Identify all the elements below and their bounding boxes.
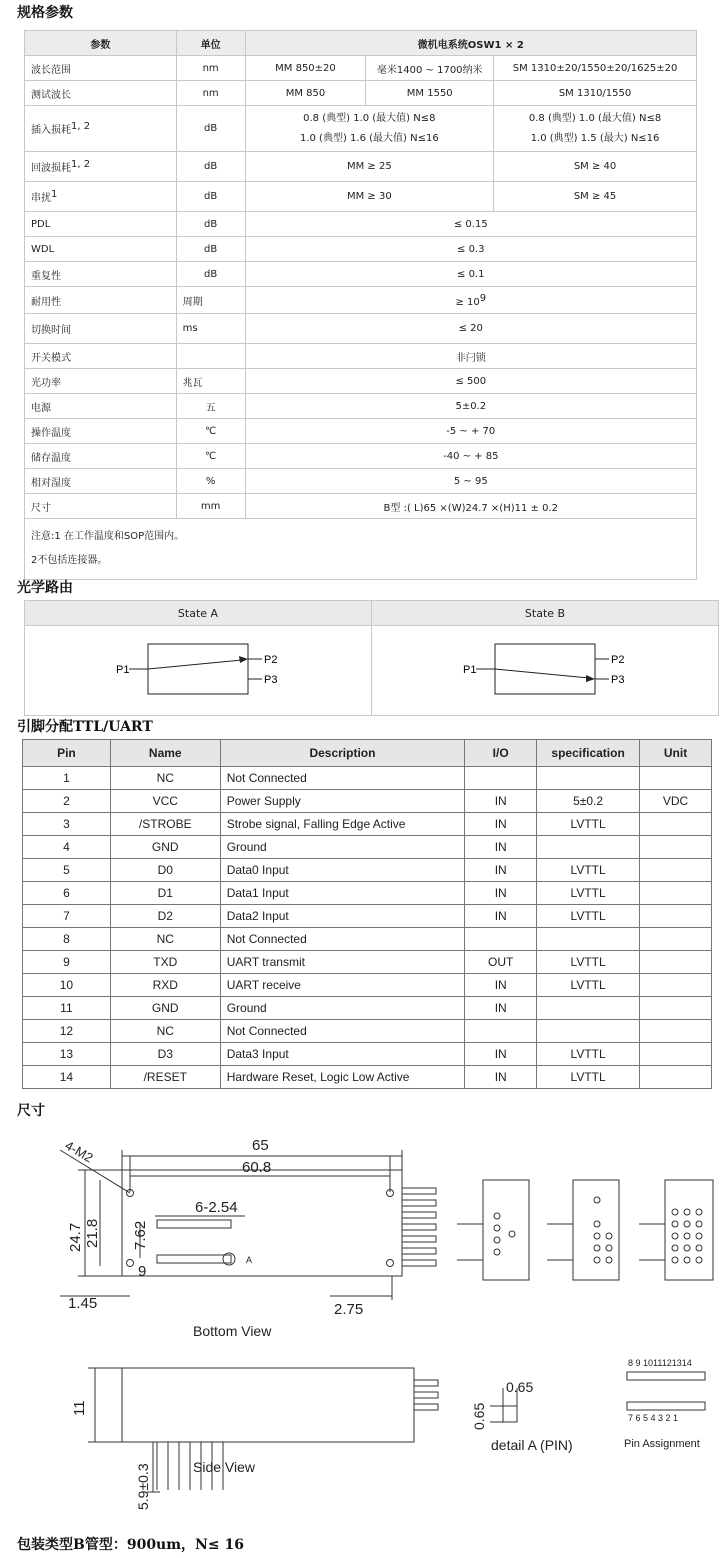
table-row [23,836,712,859]
spec-name: 耐用性 [25,287,177,314]
spec-unit: ℃ [176,419,245,444]
spec-unit: dB [176,106,245,152]
pin-cell: 4 [23,836,111,859]
spec-value-text: ≥ 10 [455,296,480,308]
spec-value: B型 :( L)65 ×(W)24.7 ×(H)11 ± 0.2 [245,494,696,519]
pin-cell [465,928,537,951]
pin-cell: Ground [220,836,465,859]
dim-60-8: 60.8 [242,1159,272,1176]
spec-name [25,152,177,182]
spec-name: 光功率 [25,369,177,394]
detail-a-caption: detail A (PIN) [491,1437,573,1453]
pin-cell [640,859,712,882]
p2-label: P2 [264,654,278,666]
spec-name: 操作温度 [25,419,177,444]
spec-value: ≤ 0.3 [245,237,696,262]
detail-pin-square [503,1406,517,1422]
pin-cell: GND [110,997,220,1020]
state-a-header: State A [25,601,372,626]
spec-unit: 五 [176,394,245,419]
pin-numbers-top: 8 9 1011121314 [628,1358,692,1368]
p2-label: P2 [611,654,625,666]
spec-value: 毫米1400 ~ 1700纳米 [366,56,494,81]
table-row [23,813,712,836]
pin-cell: 1 [23,767,111,790]
dim-9: 9 [138,1263,147,1280]
pin-cell: IN [465,859,537,882]
table-row [23,951,712,974]
spec-value: 5 ~ 95 [245,469,696,494]
pin-cell: Strobe signal, Falling Edge Active [220,813,465,836]
spec-row-mode [25,344,697,369]
pin-cell: 2 [23,790,111,813]
spec-value: MM 850 [245,81,366,106]
route-line [148,660,242,669]
section-title-pinout: 引脚分配TTL/UART [17,719,153,735]
pin-cell: 11 [23,997,111,1020]
pin-cell: NC [110,928,220,951]
pin-table [22,739,712,1089]
table-row [23,1020,712,1043]
pin-cell: 5±0.2 [537,790,640,813]
state-b-diagram [372,626,719,716]
pin-header-cell: I/O [465,740,537,767]
pin-assign-top [627,1372,705,1380]
pin-cell: VCC [110,790,220,813]
spec-value: -40 ~ + 85 [245,444,696,469]
fiber-view-2 [573,1180,619,1280]
table-row [23,928,712,951]
side-view-label: Side View [193,1459,256,1475]
pin-cell: UART receive [220,974,465,997]
module-body-side [122,1368,414,1442]
spec-header-param: 参数 [25,31,177,56]
pin-header-cell: Unit [640,740,712,767]
fiber-view-3 [665,1180,713,1280]
spec-value: -5 ~ + 70 [245,419,696,444]
spec-value: MM 1550 [366,81,494,106]
pin-cell: D1 [110,882,220,905]
state-a-diagram [25,626,372,716]
spec-unit: dB [176,262,245,287]
pin-cell: IN [465,882,537,905]
dim-0-65-v: 0.65 [471,1402,487,1430]
spec-name: 相对湿度 [25,469,177,494]
pin-cell: LVTTL [537,859,640,882]
fiber-stubs [402,1188,436,1266]
table-row [23,790,712,813]
spec-value: SM ≥ 40 [494,152,697,182]
spec-value: ≤ 0.15 [245,212,696,237]
spec-unit: dB [176,152,245,182]
spec-unit: 周期 [176,287,245,314]
spec-value: 5±0.2 [245,394,696,419]
spec-name: PDL [25,212,177,237]
pin-assignment-label: Pin Assignment [624,1438,700,1450]
spec-notes-cell [25,519,697,580]
pin-cell: Not Connected [220,1020,465,1043]
spec-unit: mm [176,494,245,519]
pin-cell [640,767,712,790]
spec-value: ≤ 20 [245,314,696,344]
spec-row-opw [25,369,697,394]
pin-cell: Not Connected [220,767,465,790]
pin-cell: 14 [23,1066,111,1089]
spec-name [25,182,177,212]
pin-numbers-bottom: 7 6 5 4 3 2 1 [628,1413,679,1423]
bottom-view-label: Bottom View [193,1323,272,1339]
p1-label: P1 [463,664,477,676]
p3-label: P3 [264,674,278,686]
pin-cell: 12 [23,1020,111,1043]
pin-cell: IN [465,1043,537,1066]
pin-cell: LVTTL [537,1043,640,1066]
pin-cell: LVTTL [537,951,640,974]
note-1: 注意:1 在工作温度和SOP范围内。 [31,531,185,542]
spec-name: 开关模式 [25,344,177,369]
pin-cell: 13 [23,1043,111,1066]
section-title-dims: 尺寸 [17,1103,45,1119]
pin-header [23,740,712,767]
pin-cell [640,928,712,951]
package-type-text: 包装类型B管型：900um，N≤ 16 [17,1537,244,1553]
pin-cell: /STROBE [110,813,220,836]
spec-unit: nm [176,81,245,106]
table-row [23,1066,712,1089]
dim-24-7: 24.7 [67,1222,84,1252]
spec-value [494,106,697,152]
spec-row-rh [25,469,697,494]
spec-value-line: 1.0 (典型) 1.5 (最大) N≤16 [530,132,660,144]
pin-cell [537,997,640,1020]
route-line [495,669,589,678]
pin-cell: 9 [23,951,111,974]
spec-unit: dB [176,237,245,262]
table-row [23,905,712,928]
pin-cell [465,1020,537,1043]
switch-box [495,644,595,694]
pin-cell: LVTTL [537,1066,640,1089]
pin-header-cell: specification [537,740,640,767]
spec-header-model: 微机电系统OSW1 × 2 [245,31,696,56]
section-title-spec: 规格参数 [17,5,73,21]
pin-cell: IN [465,813,537,836]
pin-cell: GND [110,836,220,859]
spec-name: 尺寸 [25,494,177,519]
spec-name: 电源 [25,394,177,419]
spec-value: MM ≥ 25 [245,152,494,182]
spec-unit: % [176,469,245,494]
pin-cell: IN [465,905,537,928]
pin-header-cell: Name [110,740,220,767]
pin-cell: LVTTL [537,813,640,836]
pin-cell: IN [465,997,537,1020]
spec-row-xt [25,182,697,212]
p3-label: P3 [611,674,625,686]
spec-row-wavelength [25,56,697,81]
pin-cell [537,767,640,790]
spec-header [25,31,697,56]
section-title-routing: 光学路由 [17,580,73,596]
spec-row-testwl [25,81,697,106]
arrow-head [586,675,595,682]
spec-row-dur [25,287,697,314]
spec-unit: nm [176,56,245,81]
dimension-drawing [0,1120,726,1520]
state-b-header: State B [372,601,719,626]
spec-value-line: 1.0 (典型) 1.6 (最大值) N≤16 [299,132,439,144]
pin-cell: IN [465,836,537,859]
spec-value: SM 1310±20/1550±20/1625±20 [494,56,697,81]
spec-name: 切换时间 [25,314,177,344]
fiber-view-1 [483,1180,529,1280]
dim-5-9: 5.9±0.3 [135,1463,151,1510]
pin-cell: RXD [110,974,220,997]
spec-row-stt [25,444,697,469]
pin-cell [640,997,712,1020]
pin-cell: LVTTL [537,974,640,997]
detail-a-label: A [246,1255,253,1265]
pin-cell [640,813,712,836]
pin-cell [640,974,712,997]
pin-assign-bottom [627,1402,705,1410]
spec-unit: ℃ [176,444,245,469]
pin-cell [640,905,712,928]
spec-name: WDL [25,237,177,262]
spec-value [245,106,494,152]
pin-cell: Hardware Reset, Logic Low Active [220,1066,465,1089]
table-row [23,767,712,790]
dim-65: 65 [252,1137,269,1154]
spec-value: 非闩锁 [245,344,696,369]
spec-row-rl [25,152,697,182]
spec-name: 波长范围 [25,56,177,81]
pin-cell: TXD [110,951,220,974]
spec-value [245,287,696,314]
pin-cell [465,767,537,790]
pin-cell [640,951,712,974]
table-row [23,974,712,997]
module-body-bottom [122,1170,402,1276]
pin-cell [640,836,712,859]
pin-cell: Data2 Input [220,905,465,928]
table-row [23,1043,712,1066]
state-a-svg [26,627,370,711]
pin-header-bottom [157,1255,231,1263]
spec-value: SM ≥ 45 [494,182,697,212]
pin-cell: Ground [220,997,465,1020]
spec-unit: 兆瓦 [176,369,245,394]
pin-header-top [157,1220,231,1228]
pin-cell: 5 [23,859,111,882]
pin-cell: /RESET [110,1066,220,1089]
pin-cell: Power Supply [220,790,465,813]
spec-name-text: 串扰 [31,193,51,204]
pin-cell: 10 [23,974,111,997]
pin-cell [537,928,640,951]
pin-cell: NC [110,767,220,790]
pin-cell [537,836,640,859]
spec-unit [176,344,245,369]
dim-6-2-54: 6-2.54 [195,1199,238,1216]
note-2: 2不包括连接器。 [31,555,108,566]
pin-cell: IN [465,1066,537,1089]
dim-4-m2: 4-M2 [62,1137,96,1166]
spec-value: SM 1310/1550 [494,81,697,106]
dim-1-45: 1.45 [68,1295,98,1312]
superscript: 1, 2 [71,159,91,170]
pin-cell: D0 [110,859,220,882]
table-row [23,997,712,1020]
pin-cell: 8 [23,928,111,951]
pin-cell: D3 [110,1043,220,1066]
pin-cell: VDC [640,790,712,813]
dim-11: 11 [71,1400,88,1416]
dim-7-62: 7.62 [132,1220,149,1250]
pin-cell: Data1 Input [220,882,465,905]
pin-table-body [23,767,712,1089]
table-row [23,882,712,905]
pin-cell: Not Connected [220,928,465,951]
spec-row-sw [25,314,697,344]
pin-cell: 7 [23,905,111,928]
mount-hole [127,1260,134,1267]
p1-label: P1 [116,664,130,676]
spec-row-opt [25,419,697,444]
spec-header-unit: 单位 [176,31,245,56]
spec-unit: ms [176,314,245,344]
spec-name: 重复性 [25,262,177,287]
pin-cell: LVTTL [537,905,640,928]
spec-value: MM 850±20 [245,56,366,81]
spec-name: 储存温度 [25,444,177,469]
state-b-svg [373,627,717,711]
spec-value: ≤ 500 [245,369,696,394]
spec-name-text: 回波损耗 [31,163,71,174]
pin-cell: IN [465,790,537,813]
pin-cell: 6 [23,882,111,905]
spec-name [25,106,177,152]
spec-name-text: 插入损耗 [31,125,71,136]
pin-header-cell: Description [220,740,465,767]
pin-cell: NC [110,1020,220,1043]
pin-cell: OUT [465,951,537,974]
table-row [23,859,712,882]
pin-cell [640,1043,712,1066]
dim-2-75: 2.75 [334,1301,364,1318]
spec-unit: dB [176,212,245,237]
switch-box [148,644,248,694]
spec-notes [25,519,697,580]
pin-cell: Data3 Input [220,1043,465,1066]
spec-name: 测试波长 [25,81,177,106]
spec-unit: dB [176,182,245,212]
pin-cell [537,1020,640,1043]
routing-table [24,600,719,716]
dim-21-8: 21.8 [84,1218,101,1248]
spec-value-line: 0.8 (典型) 1.0 (最大值) N≤8 [303,112,436,124]
pin-cell [640,882,712,905]
pin-cell: D2 [110,905,220,928]
spec-row-wdl [25,237,697,262]
superscript: 1, 2 [71,121,91,132]
spec-row-pdl [25,212,697,237]
spec-value-line: 0.8 (典型) 1.0 (最大值) N≤8 [528,112,662,124]
mount-hole [387,1260,394,1267]
pin-cell: LVTTL [537,882,640,905]
arrow-head [239,656,248,663]
pin-cell: IN [465,974,537,997]
spec-row-il [25,106,697,152]
dim-0-65-h: 0.65 [506,1379,534,1395]
superscript: 1 [51,189,58,200]
pin-cell: Data0 Input [220,859,465,882]
pin-cell [640,1066,712,1089]
superscript: 9 [479,292,487,304]
pin-cell: UART transmit [220,951,465,974]
pin-cell [640,1020,712,1043]
spec-row-size [25,494,697,519]
spec-table [24,30,697,580]
spec-row-pwr [25,394,697,419]
pin-cell: 3 [23,813,111,836]
pin-header-cell: Pin [23,740,111,767]
spec-value: ≤ 0.1 [245,262,696,287]
spec-row-rep [25,262,697,287]
spec-value: MM ≥ 30 [245,182,494,212]
